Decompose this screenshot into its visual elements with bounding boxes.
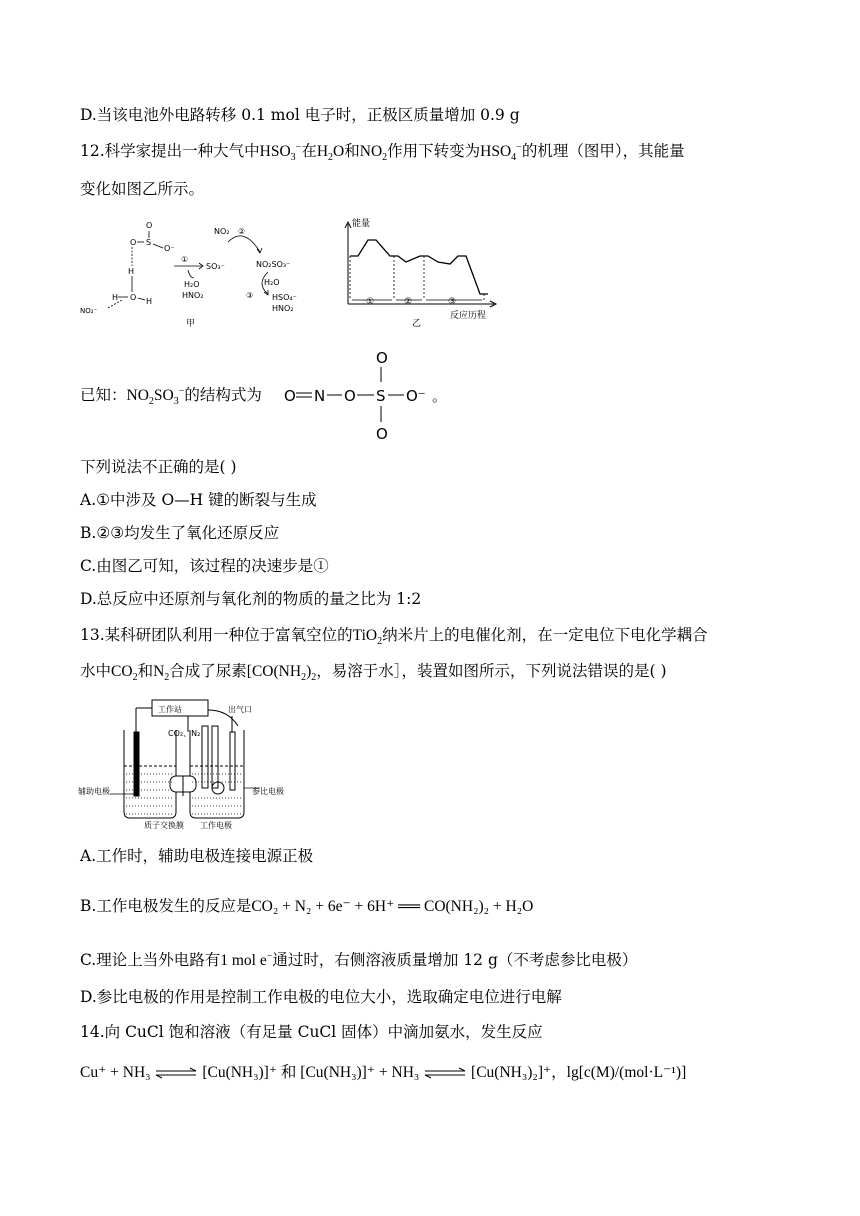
svg-text:H₂O: H₂O [184,280,200,289]
q12-option-b: B.②③均发生了氧化还原反应 [80,524,280,542]
jia-caption: 甲 [186,319,196,329]
svg-text:SO₃⁻: SO₃⁻ [206,262,225,271]
svg-text:③: ③ [246,291,254,300]
q13-stem-line1: 13.某科研团队利用一种位于富氧空位的TiO$_2$纳米片上的电催化剂，在一定电位下电化学耦合 [80,626,708,648]
mechanism-figure-jia [78,212,328,332]
q13-stem-line2: 水中$CO_2$和$N_2$合成了尿素[$CO(NH_2)_2$，易溶于水］，装置如图所示，下列说法错误的是( ) [80,662,667,684]
no2so3-structure [282,346,452,446]
svg-text:H: H [112,293,119,302]
q14-stem-line1: 14.向 CuCl 饱和溶液（有足量 CuCl 固体）中滴加氨水，发生反应 [80,1023,543,1041]
q12-stem-line2: 变化如图乙所示。 [80,180,205,198]
tio2-formula: TiO$_2$ [352,627,383,648]
svg-text:O⁻: O⁻ [406,387,426,405]
q12-option-d: D.总反应中还原剂与氧化剂的物质的量之比为 1:2 [80,590,422,608]
q13-reaction-equation: CO₂ + N₂ + 6e⁻ + 6H⁺ ══ CO(NH₂)₂ + H₂O [251,898,534,915]
no2so3-formula: $NO_2SO_3^-$ [126,385,185,408]
yi-caption: 乙 [412,319,422,329]
q12-stem-line1: 12.科学家提出一种大气中$HSO_3^-$在$H_2O$和$NO_2$作用下转变为$HSO_4^-$的机理（图甲），其能量 [80,141,685,164]
svg-text:H₂O: H₂O [264,278,280,287]
reversible-arrow-1 [154,1067,198,1079]
q12-option-c: C.由图乙可知，该过程的决速步是① [80,557,329,575]
svg-text:。: 。 [432,387,448,405]
q13-option-d: D.参比电极的作用是控制工作电极的电位大小，选取确定电位进行电解 [80,988,562,1006]
svg-text:NO₂SO₃⁻: NO₂SO₃⁻ [256,260,291,269]
label-membrane: 质子交换膜 [144,821,184,830]
svg-text:③: ③ [448,297,457,307]
svg-text:H: H [146,297,153,306]
q12-question: 下列说法不正确的是( ) [80,458,237,476]
jia-label-o-top: O [146,221,153,230]
electrolysis-apparatus [78,696,288,832]
energy-figure-yi [338,212,508,332]
svg-text:S: S [146,238,152,247]
q13-option-a: A.工作时，辅助电极连接电源正极 [80,847,314,865]
svg-text:②: ② [404,297,413,307]
svg-text:HNO₂: HNO₂ [272,304,294,313]
yi-xlabel: 反应历程 [450,311,487,321]
q13-option-b: B.工作电极发生的反应是CO₂ + N₂ + 6e⁻ + 6H⁺ ══ CO(NH₂)₂ + H₂O [80,897,534,915]
svg-text:O: O [376,349,388,367]
q14-eq2-lhs: [Cu(NH₃)]⁺ + NH₃ [300,1064,420,1081]
q14-tail: ，lg[c(M)/(mol·L⁻¹)] [551,1064,687,1081]
electron-amount: 1 mol e− [220,950,273,969]
svg-text:O: O [344,387,356,405]
svg-text:O: O [376,425,388,443]
label-outlet: 出气口 [228,705,252,714]
q14-eq1-rhs: [Cu(NH₃)]⁺ [202,1064,278,1081]
svg-text:H: H [128,267,135,276]
svg-text:NO₂: NO₂ [214,227,230,236]
urea-formula: [$CO(NH_2)_2$ [246,663,317,684]
svg-text:HSO₄⁻: HSO₄⁻ [272,293,297,302]
svg-text:O: O [130,293,137,302]
reversible-arrow-2 [423,1067,467,1079]
yi-ylabel: 能量 [352,219,371,229]
svg-text:NO₂⁻: NO₂⁻ [80,307,98,315]
co2-formula: $CO_2$ [111,663,138,684]
q14-eq1-lhs: Cu⁺ + NH₃ [80,1064,151,1081]
svg-text:O: O [130,238,137,247]
q11-option-d: D.当该电池外电路转移 0.1 mol 电子时，正极区质量增加 0.9 g [80,106,520,124]
hso4-formula: $HSO_4^-$ [480,141,522,164]
no2-formula: $NO_2$ [359,143,388,164]
label-aux-electrode: 辅助电极 [78,787,110,796]
svg-text:①: ① [366,297,375,307]
q12-option-a: A.①中涉及 O—H 键的断裂与生成 [80,491,317,509]
h2o-formula: $H_2O$ [316,143,345,164]
svg-text:①: ① [181,255,189,264]
label-working-electrode: 工作电极 [200,821,232,830]
q14-equations: Cu⁺ + NH₃ [Cu(NH₃)]⁺ 和 [Cu(NH₃)]⁺ + NH₃ [Cu(NH₃)₂]⁺，lg[c(M)/(mol·L⁻¹)] [80,1064,687,1081]
n2-formula: $N_2$ [153,663,170,684]
q12-known-line: 已知：$NO_2SO_3^-$的结构式为 [80,385,262,408]
q14-eq2-rhs: [Cu(NH₃)₂]⁺ [471,1064,552,1081]
svg-text:②: ② [238,227,246,236]
q13-option-c: C.理论上当外电路有1 mol e−通过时，右侧溶液质量增加 12 g（不考虑参比电极） [80,950,638,969]
label-workstation: 工作站 [158,705,182,714]
svg-text:O: O [284,387,296,405]
svg-text:HNO₂: HNO₂ [182,291,204,300]
hso3-formula: $HSO_3^-$ [259,141,302,164]
svg-text:O⁻: O⁻ [164,244,175,253]
label-ref-electrode: 参比电极 [252,787,284,796]
label-gas-in: CO₂、N₂ [168,729,201,738]
svg-text:S: S [376,387,386,405]
svg-text:N: N [314,387,326,405]
